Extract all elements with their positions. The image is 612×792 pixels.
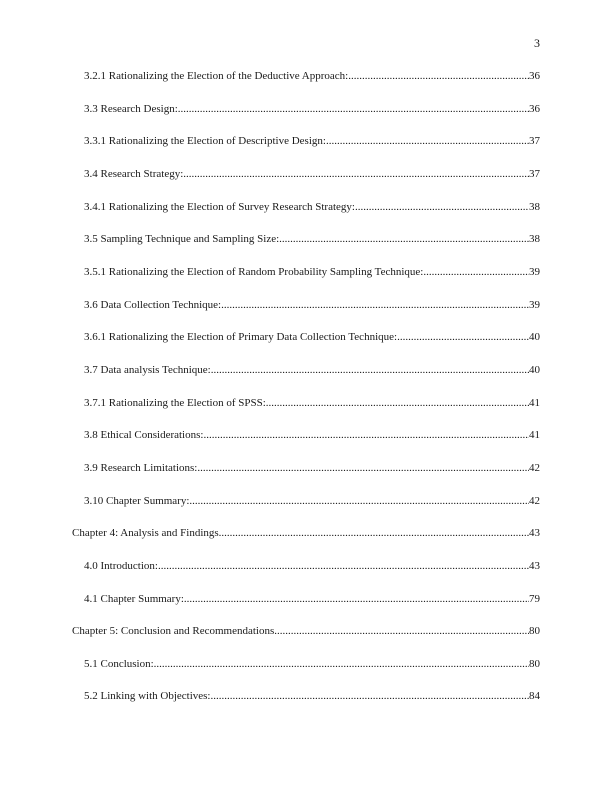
toc-entry-page: 79 bbox=[529, 592, 540, 605]
toc-entry-page: 42 bbox=[529, 494, 540, 507]
toc-dot-leader bbox=[326, 135, 529, 147]
toc-entry-page: 80 bbox=[529, 625, 540, 638]
toc-dot-leader bbox=[221, 299, 529, 311]
toc-entry[interactable] bbox=[72, 527, 540, 560]
toc-entry[interactable] bbox=[72, 364, 540, 397]
toc-entry[interactable] bbox=[72, 168, 540, 201]
toc-entry[interactable] bbox=[72, 266, 540, 299]
toc-entry[interactable] bbox=[72, 429, 540, 462]
table-of-contents bbox=[72, 70, 540, 723]
toc-entry-page: 40 bbox=[529, 363, 540, 376]
page-number: 3 bbox=[534, 36, 540, 50]
toc-dot-leader bbox=[203, 429, 529, 441]
toc-entry-title: 3.2.1 Rationalizing the Election of the Deductive Approach: bbox=[84, 70, 349, 82]
toc-entry-title: Chapter 5: Conclusion and Recommendations bbox=[72, 625, 275, 638]
toc-entry-page: 38 bbox=[529, 233, 540, 246]
toc-entry[interactable] bbox=[72, 233, 540, 266]
toc-entry[interactable] bbox=[72, 397, 540, 430]
toc-entry-page: 41 bbox=[529, 429, 540, 442]
toc-entry-page: 84 bbox=[529, 690, 540, 703]
toc-entry-page: 37 bbox=[529, 167, 540, 180]
toc-dot-leader bbox=[219, 527, 529, 539]
toc-entry-title: 3.5 Sampling Technique and Sampling Size: bbox=[84, 233, 280, 246]
toc-entry-page: 43 bbox=[529, 559, 540, 572]
toc-dot-leader bbox=[197, 462, 529, 474]
toc-entry[interactable] bbox=[72, 625, 540, 658]
toc-entry-title: 3.10 Chapter Summary: bbox=[84, 494, 190, 507]
toc-entry-page: 36 bbox=[529, 70, 540, 82]
toc-entry-title: 3.6 Data Collection Technique: bbox=[84, 298, 222, 311]
toc-entry-page: 39 bbox=[529, 265, 540, 278]
toc-dot-leader bbox=[279, 233, 529, 245]
toc-entry-page: 40 bbox=[529, 331, 540, 344]
toc-entry-page: 80 bbox=[529, 657, 540, 670]
toc-entry-title: 3.3.1 Rationalizing the Election of Descriptive Design: bbox=[84, 135, 326, 148]
toc-entry[interactable] bbox=[72, 135, 540, 168]
toc-entry[interactable] bbox=[72, 495, 540, 528]
toc-entry-page: 39 bbox=[529, 298, 540, 311]
toc-entry-title: 3.4 Research Strategy: bbox=[84, 167, 184, 180]
toc-dot-leader bbox=[211, 364, 529, 376]
toc-entry-page: 36 bbox=[529, 102, 540, 115]
toc-dot-leader bbox=[274, 625, 529, 637]
toc-entry[interactable] bbox=[72, 560, 540, 593]
toc-entry[interactable] bbox=[72, 593, 540, 626]
toc-entry[interactable] bbox=[72, 70, 540, 103]
toc-entry-title: 3.5.1 Rationalizing the Election of Random Probability Sampling Technique: bbox=[84, 265, 424, 278]
toc-entry-title: 3.3 Research Design: bbox=[84, 102, 178, 115]
toc-dot-leader bbox=[423, 266, 529, 278]
toc-entry[interactable] bbox=[72, 658, 540, 691]
toc-entry-title: 4.1 Chapter Summary: bbox=[84, 592, 184, 605]
toc-entry-page: 43 bbox=[529, 527, 540, 540]
toc-entry[interactable] bbox=[72, 201, 540, 234]
toc-dot-leader bbox=[183, 168, 529, 180]
toc-entry-title: 3.8 Ethical Considerations: bbox=[84, 429, 204, 442]
toc-entry[interactable] bbox=[72, 331, 540, 364]
toc-dot-leader bbox=[184, 593, 529, 605]
toc-entry-page: 42 bbox=[529, 461, 540, 474]
toc-dot-leader bbox=[355, 201, 529, 213]
toc-entry-title: Chapter 4: Analysis and Findings bbox=[72, 527, 219, 540]
toc-entry-title: 5.2 Linking with Objectives: bbox=[84, 690, 211, 703]
toc-entry-page: 41 bbox=[529, 396, 540, 409]
toc-dot-leader bbox=[178, 103, 529, 115]
toc-dot-leader bbox=[158, 560, 529, 572]
toc-entry-title: 3.7 Data analysis Technique: bbox=[84, 363, 211, 376]
toc-entry[interactable] bbox=[72, 103, 540, 136]
toc-entry[interactable] bbox=[72, 462, 540, 495]
toc-entry-title: 3.4.1 Rationalizing the Election of Survey Research Strategy: bbox=[84, 200, 355, 213]
toc-entry[interactable] bbox=[72, 690, 540, 723]
toc-dot-leader bbox=[210, 690, 529, 702]
toc-entry-page: 37 bbox=[529, 135, 540, 148]
toc-dot-leader bbox=[154, 658, 529, 670]
toc-entry[interactable] bbox=[72, 299, 540, 332]
toc-entry-page: 38 bbox=[529, 200, 540, 213]
toc-entry-title: 3.9 Research Limitations: bbox=[84, 461, 198, 474]
toc-entry-title: 5.1 Conclusion: bbox=[84, 657, 154, 670]
toc-dot-leader bbox=[266, 397, 529, 409]
toc-dot-leader bbox=[189, 495, 529, 507]
toc-entry-title: 3.6.1 Rationalizing the Election of Primary Data Collection Technique: bbox=[84, 331, 398, 344]
toc-dot-leader bbox=[397, 331, 529, 343]
toc-entry-title: 4.0 Introduction: bbox=[84, 559, 158, 572]
toc-dot-leader bbox=[348, 70, 529, 82]
toc-entry-title: 3.7.1 Rationalizing the Election of SPSS: bbox=[84, 396, 266, 409]
